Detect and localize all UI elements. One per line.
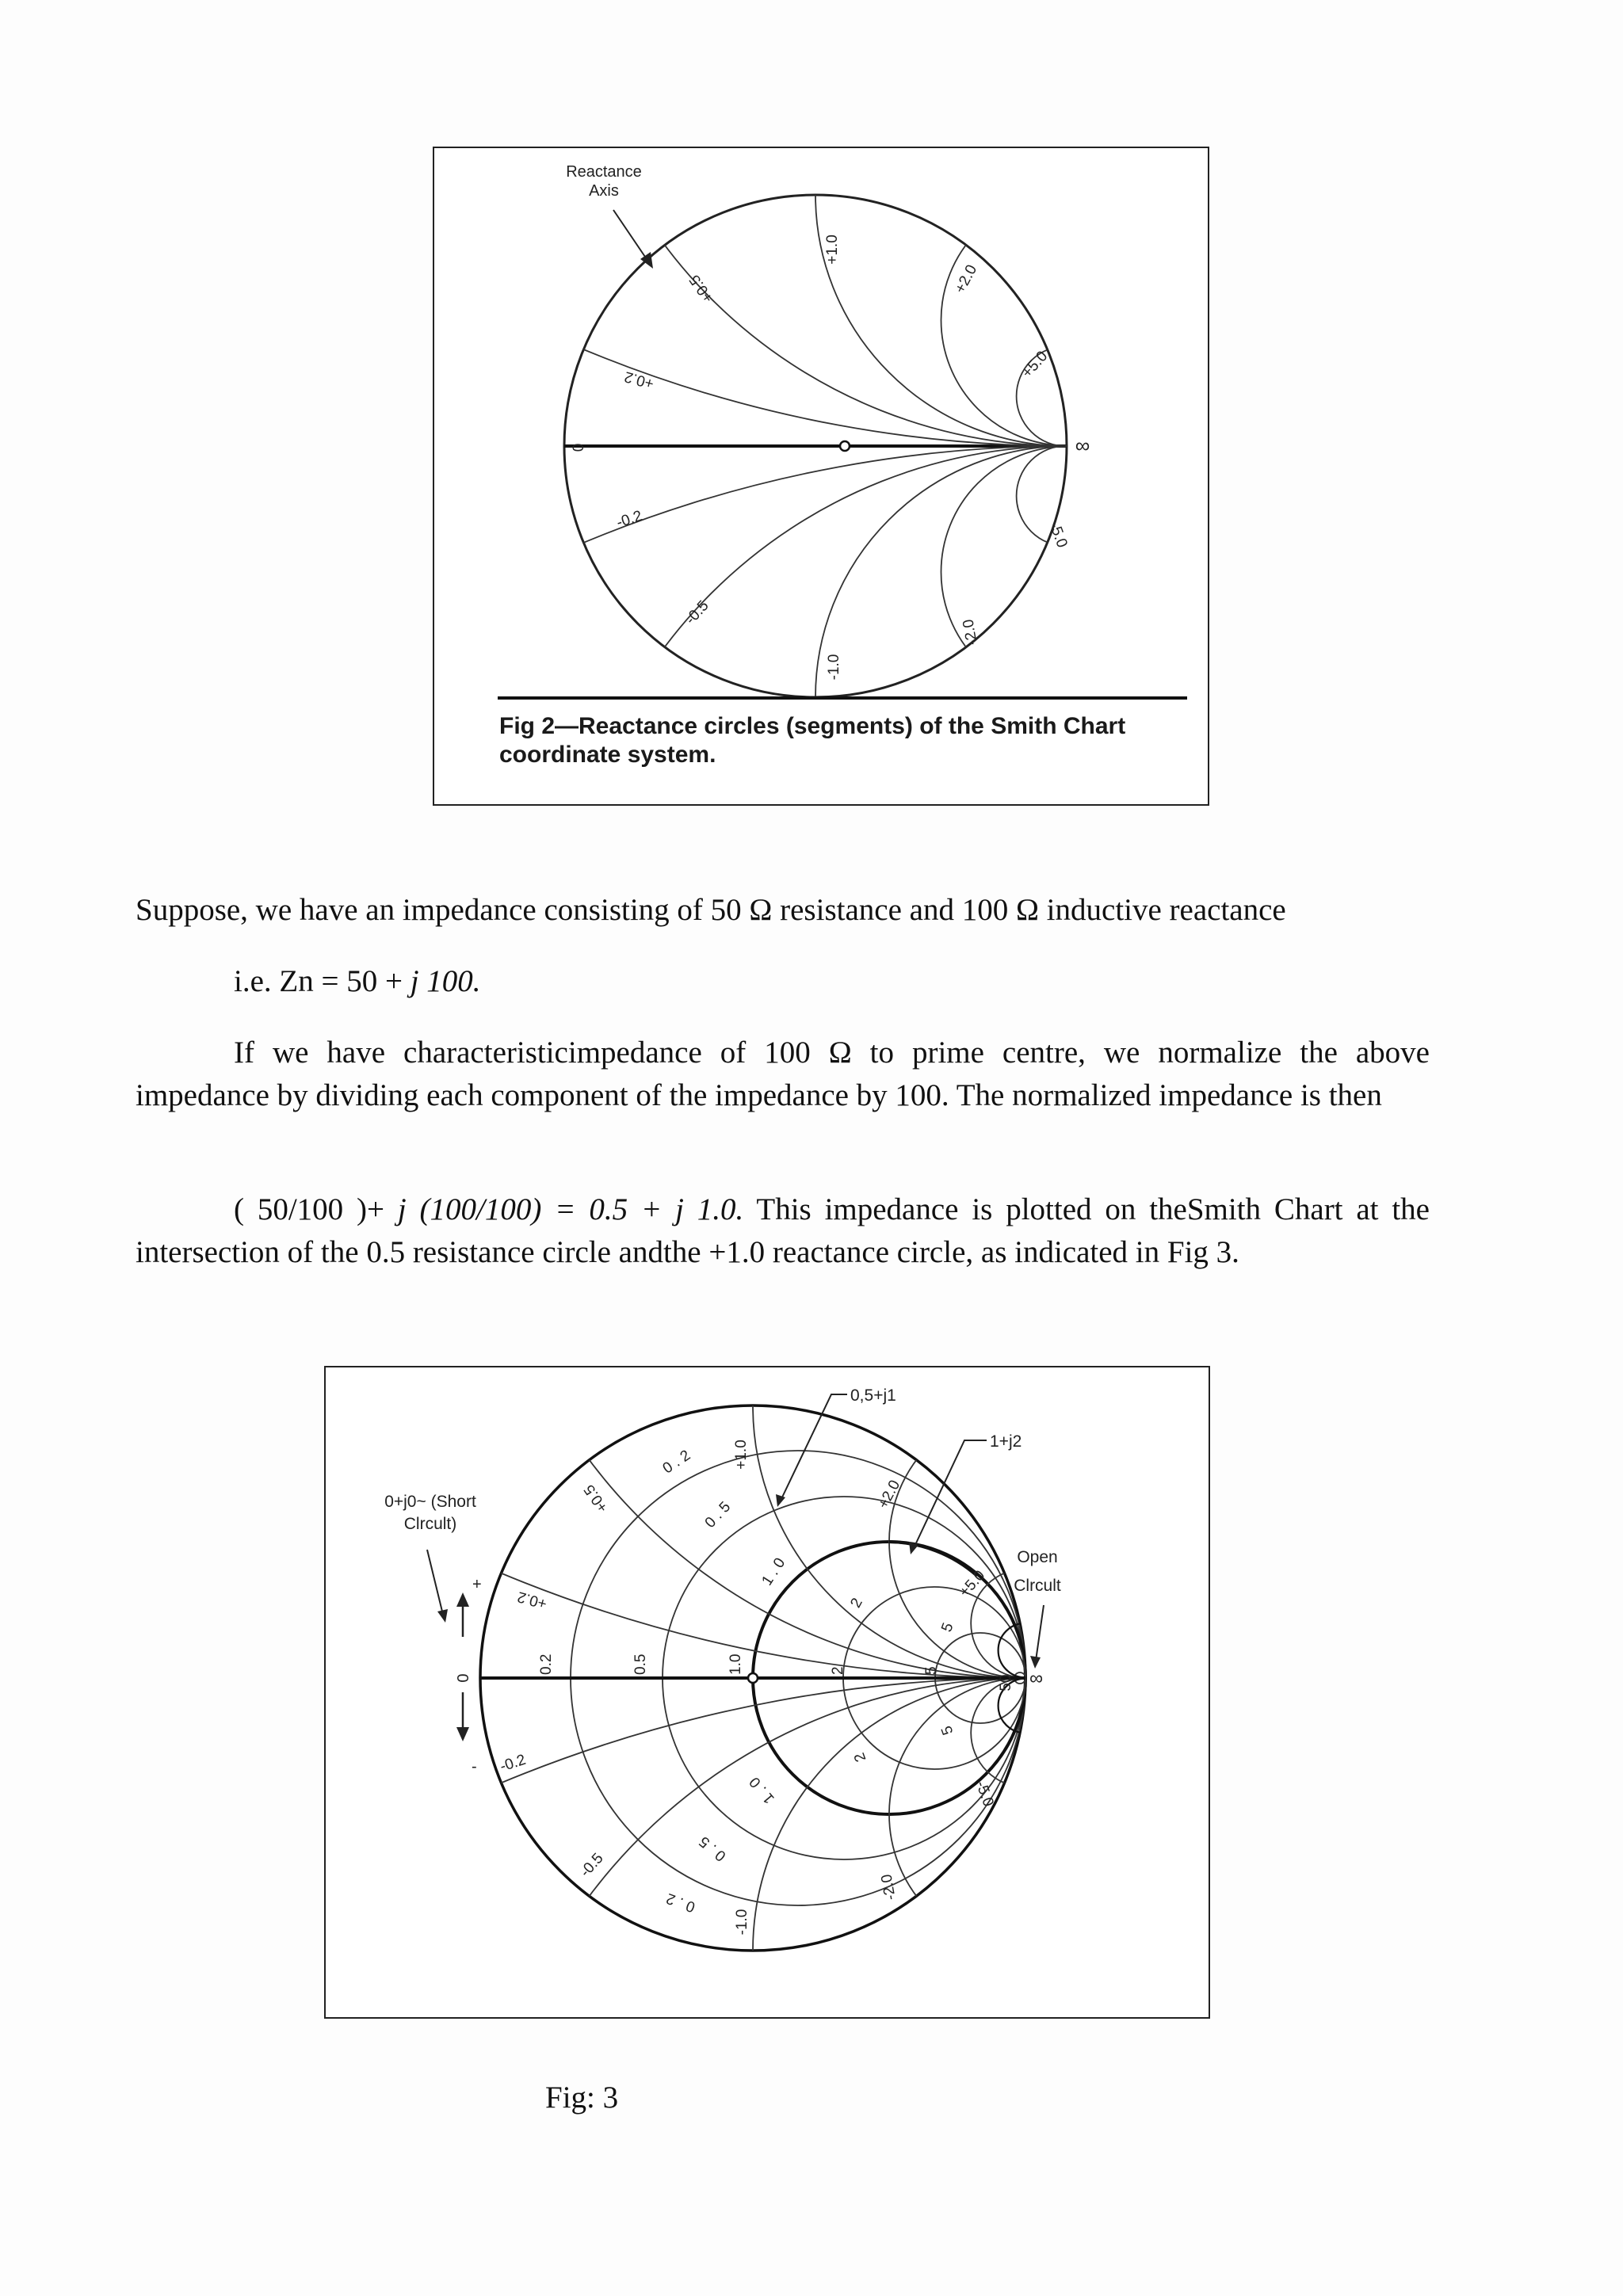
center-point xyxy=(840,441,850,451)
figure-2 xyxy=(433,147,1209,806)
x-label-neg-1-0: -1.0 xyxy=(734,1909,750,1936)
x-label-pos-5-0: +5.0 xyxy=(956,1567,989,1601)
label-zero: 0 xyxy=(571,443,587,452)
x-label-neg-5-0: -5.0 xyxy=(972,1779,997,1810)
arc-neg-2-0 xyxy=(941,447,1193,698)
lower-scale-2: 2 xyxy=(851,1750,870,1764)
arc-pos-1-0 xyxy=(815,0,1318,446)
smith-chart-reactance xyxy=(434,148,1211,807)
figure-3 xyxy=(324,1366,1210,2019)
upper-scale-2: 2 xyxy=(847,1595,866,1611)
label-pos-0-2: +0.2 xyxy=(622,368,656,392)
callout-arrowhead xyxy=(640,252,653,269)
paragraph-2-text: i.e. Zn = 50 + xyxy=(234,964,411,998)
paragraph-4-suffix: This impedance is plotted on theSmith Chart at the intersection of the 0.5 resistance circle andthe +1.0 reactance circle, as indicated in Fig 3. xyxy=(136,1192,1430,1269)
r-label-2: 2 xyxy=(830,1666,846,1675)
plus-sign: + xyxy=(472,1576,482,1593)
up-arrowhead xyxy=(456,1592,469,1607)
label-neg-2-0: -2.0 xyxy=(960,618,981,646)
lower-scale-0-5: 0 . 5 xyxy=(696,1833,730,1865)
x-label-neg-0-2: -0.2 xyxy=(498,1751,529,1775)
label-pos-1-0: +1.0 xyxy=(824,235,841,265)
point-a-label: 0,5+j1 xyxy=(850,1386,896,1405)
open-circuit-arrowhead xyxy=(1030,1656,1041,1669)
arc-neg-0-2 xyxy=(0,1678,1623,2296)
smith-chart-full xyxy=(326,1367,1212,2020)
point-b-label: 1+j2 xyxy=(990,1432,1022,1451)
lower-scale-5: 5 xyxy=(938,1723,957,1737)
arc-pos-0-5 xyxy=(564,0,1569,446)
label-neg-0-5: -0.5 xyxy=(682,597,712,628)
r-label-infinity: ∞ xyxy=(1029,1668,1044,1689)
label-pos-5-0: +5.0 xyxy=(1018,348,1052,382)
caption-line-2: coordinate system. xyxy=(499,742,716,768)
short-circuit-arrowhead xyxy=(437,1609,448,1623)
r-label-0-5: 0.5 xyxy=(632,1653,649,1675)
paragraph-4 xyxy=(136,1188,1430,1274)
callout-line-2: Axis xyxy=(589,182,619,200)
upper-scale-1-0: 1 . 0 xyxy=(758,1554,789,1589)
center-point xyxy=(748,1673,758,1683)
open-circuit-label-1: Open xyxy=(1017,1548,1058,1566)
arc-neg-0-5 xyxy=(480,1678,1571,2296)
lower-scale-1-0: 1 . 0 xyxy=(746,1773,778,1807)
down-arrowhead xyxy=(456,1727,469,1741)
short-circuit-pointer xyxy=(427,1550,443,1615)
x-label-neg-2-0: -2.0 xyxy=(878,1873,899,1901)
paragraph-4-prefix: ( 50/100 )+ xyxy=(234,1192,398,1226)
label-pos-0-5: +0.5 xyxy=(686,271,717,306)
label-pos-2-0: +2.0 xyxy=(952,261,981,296)
paragraph-1: Suppose, we have an impedance consisting of 50 Ω resistance and 100 Ω inductive reactance xyxy=(136,893,1286,927)
r-label-50: 50 xyxy=(998,1674,1014,1691)
upper-scale-0-5: 0 . 5 xyxy=(701,1498,735,1531)
arc-neg-0-5 xyxy=(564,443,1569,1451)
highlight-arc xyxy=(889,1542,977,1576)
label-neg-0-2: -0.2 xyxy=(614,507,645,532)
figure-2-caption xyxy=(499,712,1181,769)
upper-scale-5: 5 xyxy=(938,1620,957,1634)
r-label-5: 5 xyxy=(923,1666,940,1675)
lower-scale-0-2: 0 . 2 xyxy=(664,1889,698,1916)
callout-line-1: Reactance xyxy=(566,163,642,181)
point-a-pointer xyxy=(781,1394,847,1501)
caption-line-1: Fig 2—Reactance circles (segments) of the Smith Chart xyxy=(499,713,1126,739)
caption-rule xyxy=(498,696,1187,700)
short-circuit-label-1: 0+j0~ (Short xyxy=(384,1493,476,1511)
short-circuit-label-2: Clrcult) xyxy=(403,1515,457,1533)
x-label-pos-2-0: +2.0 xyxy=(875,1477,904,1512)
arc-pos-2-0 xyxy=(889,1405,1162,1678)
x-label-neg-0-5: -0.5 xyxy=(577,1850,607,1881)
open-circuit-label-2: Clrcult xyxy=(1014,1577,1061,1595)
point-b-pointer xyxy=(914,1440,987,1548)
arc-pos-2-0 xyxy=(941,195,1193,446)
upper-scale-0-2: 0 . 2 xyxy=(659,1447,694,1478)
point-a-arrowhead xyxy=(776,1494,785,1507)
paragraph-2 xyxy=(234,960,1423,1003)
label-infinity: ∞ xyxy=(1075,433,1090,457)
minus-sign: - xyxy=(472,1758,477,1775)
label-neg-5-0: -5.0 xyxy=(1045,520,1071,551)
callout-arrow-line xyxy=(613,210,648,261)
arc-neg-2-0 xyxy=(889,1678,1162,1951)
label-neg-1-0: -1.0 xyxy=(826,654,842,681)
r-label-0-2: 0.2 xyxy=(538,1653,555,1675)
paragraph-4-italic: j (100/100) = 0.5 + j 1.0. xyxy=(397,1192,744,1226)
paragraph-3: If we have characteristicimpedance of 100 Ω to prime centre, we normalize the above impedance by dividing each component of the impedance by 100. The normalized impedance is then xyxy=(136,1035,1430,1112)
x-label-pos-0-5: +0.5 xyxy=(581,1481,612,1516)
r-label-1-0: 1.0 xyxy=(727,1653,744,1675)
x-label-pos-0-2: +0.2 xyxy=(515,1588,549,1612)
arc-pos-0-2 xyxy=(0,0,1623,446)
zero-label: 0 xyxy=(455,1673,472,1683)
figure-3-label: Fig: 3 xyxy=(545,2081,619,2115)
open-circuit-pointer xyxy=(1036,1605,1044,1661)
arc-neg-1-0 xyxy=(753,1678,1298,2223)
paragraph-2-italic: j 100. xyxy=(410,964,481,998)
x-label-pos-1-0: +1.0 xyxy=(733,1440,750,1470)
